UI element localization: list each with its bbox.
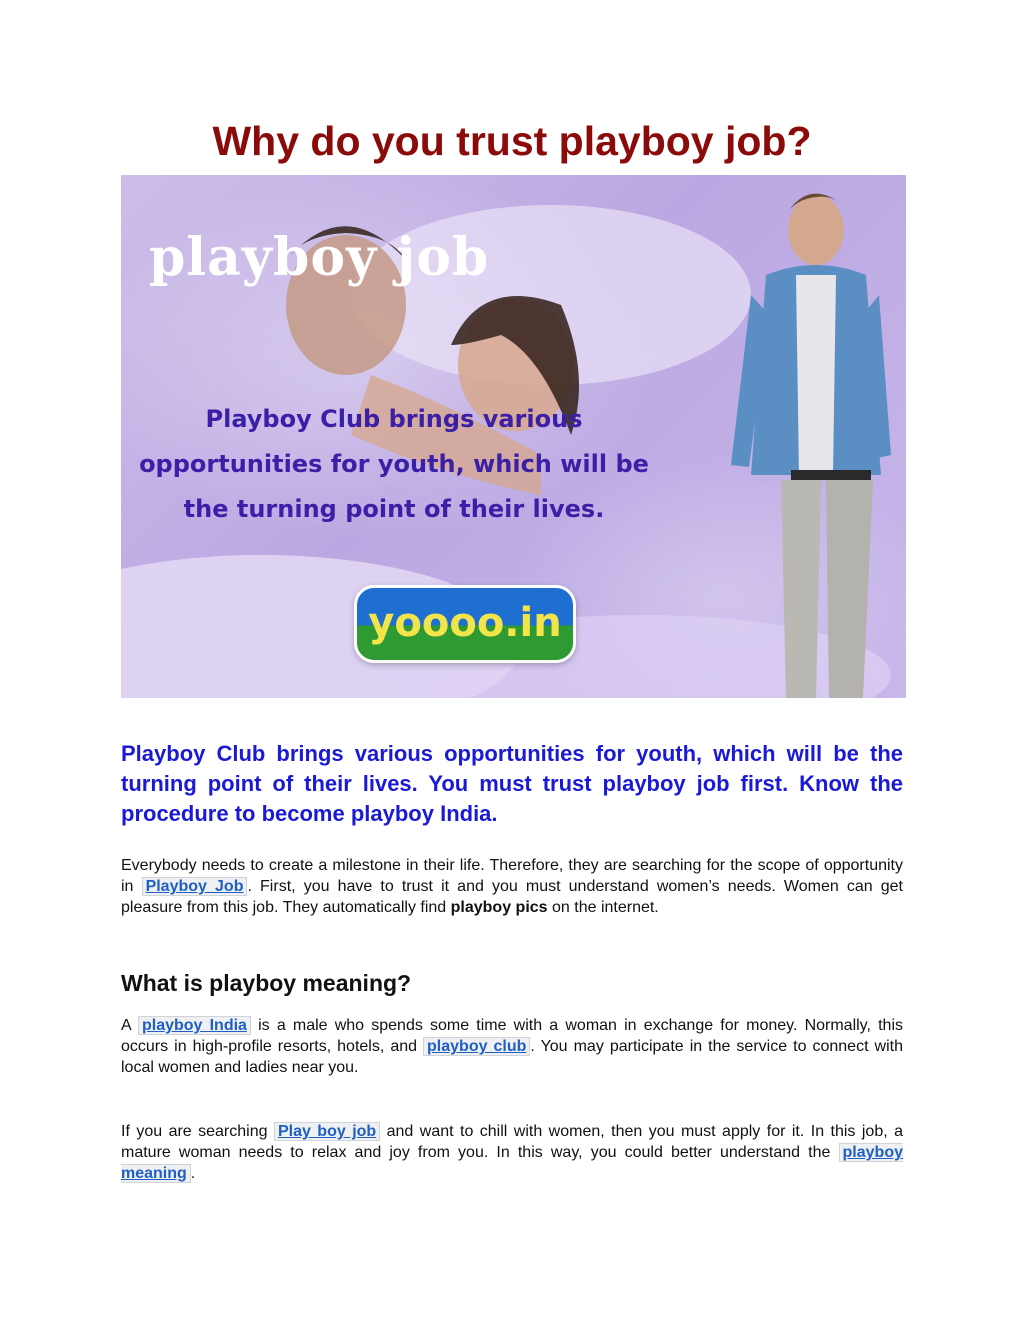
intro-paragraph: Playboy Club brings various opportunities for youth, which will be the turning point of their lives. You must trust playboy job first. Know the procedure to become playboy India. — [121, 741, 903, 826]
text-span: and want to chill with women, then you must apply for it. In this job, a mature woman needs to relax and joy from you. In this way, you could better understand the — [121, 1123, 903, 1161]
text-span: . First, you have to trust it and you must understand women’s needs. Women can get pleasure from this job. They automatically find — [121, 878, 904, 916]
section-heading: What is playboy meaning? — [121, 970, 412, 996]
paragraph-1 — [121, 855, 903, 918]
link-play-boy-job[interactable]: Play boy job — [274, 1122, 380, 1141]
link-playboy-club[interactable]: playboy club — [423, 1037, 530, 1056]
text-span: Everybody needs to create a milestone in their life. Therefore, they are searching for the scope of opportunity in — [121, 857, 903, 895]
text-span: If you are searching — [121, 1123, 274, 1140]
bold-text: playboy pics — [450, 899, 548, 916]
page-title: Why do you trust playboy job? — [212, 118, 812, 164]
text-span: . — [190, 1165, 196, 1182]
text-span: A — [121, 1017, 138, 1034]
banner-image — [121, 175, 906, 698]
paragraph-2 — [121, 1015, 903, 1078]
text-span: . You may participate in the service to connect with local women and ladies near you. — [121, 1038, 903, 1076]
banner-headline: playboy job — [149, 227, 490, 288]
banner-domain-badge: yoooo.in — [354, 585, 576, 663]
link-playboy-meaning[interactable]: playboy meaning — [121, 1144, 903, 1182]
paragraph-3 — [121, 1121, 903, 1184]
banner-tagline: Playboy Club brings various opportunities for youth, which will be the turning point of their lives. — [139, 405, 649, 523]
link-playboy-job[interactable]: Playboy Job — [142, 877, 248, 896]
text-span: is a male who spends some time with a woman in exchange for money. Normally, this occurs in high-profile resorts, hotels, and — [121, 1017, 904, 1055]
text-span: on the internet. — [547, 899, 659, 916]
link-playboy-india[interactable]: playboy India — [138, 1016, 251, 1035]
